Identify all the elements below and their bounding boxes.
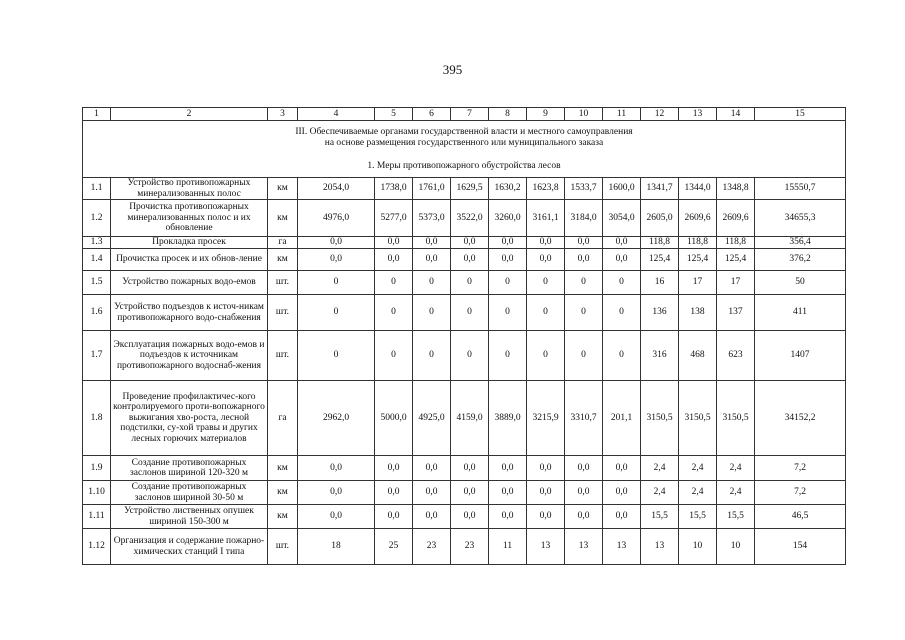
value-col-7: 0 — [451, 295, 489, 331]
table-row — [83, 456, 846, 481]
value-col-10: 0,0 — [565, 456, 603, 481]
value-col-12: 15,5 — [641, 505, 679, 529]
row-number: 1.10 — [83, 481, 111, 505]
section-line-1: III. Обеспечиваемые органами государственной власти и местного самоуправления — [295, 126, 633, 137]
value-col-9: 0 — [527, 331, 565, 381]
total: 50 — [755, 271, 846, 295]
value-col-9: 0,0 — [527, 249, 565, 271]
value-col-14: 2,4 — [717, 481, 755, 505]
unit: км — [268, 505, 298, 529]
value-col-11: 0,0 — [603, 505, 641, 529]
value-col-5: 0,0 — [375, 505, 413, 529]
value-col-5: 1738,0 — [375, 178, 413, 200]
total: 376,2 — [755, 249, 846, 271]
page-number: 395 — [442, 62, 463, 77]
header-col-8: 8 — [489, 108, 527, 121]
value-col-12: 13 — [641, 529, 679, 565]
value-col-11: 0 — [603, 331, 641, 381]
value-col-13: 138 — [679, 295, 717, 331]
value-col-14: 1348,8 — [717, 178, 755, 200]
value-col-10: 0,0 — [565, 505, 603, 529]
value-col-10: 3310,7 — [565, 381, 603, 456]
value-col-4: 18 — [298, 529, 375, 565]
unit: шт. — [268, 271, 298, 295]
value-col-9: 0,0 — [527, 456, 565, 481]
value-col-4: 2962,0 — [298, 381, 375, 456]
value-col-14: 125,4 — [717, 249, 755, 271]
value-col-8: 0 — [489, 331, 527, 381]
value-col-4: 0 — [298, 295, 375, 331]
unit: га — [268, 237, 298, 249]
table-row — [83, 200, 846, 237]
value-col-10: 3184,0 — [565, 200, 603, 237]
value-col-7: 0 — [451, 271, 489, 295]
table-row — [83, 331, 846, 381]
value-col-5: 0,0 — [375, 237, 413, 249]
value-col-12: 316 — [641, 331, 679, 381]
table-row — [83, 505, 846, 529]
measure-name: Прочистка противопожарных минерализованных полос и их обновление — [111, 200, 268, 237]
header-col-1: 1 — [83, 108, 111, 121]
row-number: 1.2 — [83, 200, 111, 237]
value-col-8: 11 — [489, 529, 527, 565]
value-col-4: 2054,0 — [298, 178, 375, 200]
value-col-4: 0,0 — [298, 481, 375, 505]
row-number: 1.4 — [83, 249, 111, 271]
row-number: 1.11 — [83, 505, 111, 529]
value-col-10: 0 — [565, 331, 603, 381]
value-col-5: 25 — [375, 529, 413, 565]
value-col-14: 15,5 — [717, 505, 755, 529]
subsection-title: 1. Меры противопожарного обустройства лесов — [367, 160, 561, 171]
value-col-4: 0,0 — [298, 249, 375, 271]
value-col-6: 0,0 — [413, 456, 451, 481]
value-col-9: 13 — [527, 529, 565, 565]
header-col-13: 13 — [679, 108, 717, 121]
section-line-2: на основе размещения государственного или муниципального заказа — [324, 137, 604, 148]
value-col-10: 0,0 — [565, 481, 603, 505]
value-col-5: 0,0 — [375, 456, 413, 481]
value-col-14: 10 — [717, 529, 755, 565]
value-col-4: 4976,0 — [298, 200, 375, 237]
value-col-11: 201,1 — [603, 381, 641, 456]
value-col-14: 137 — [717, 295, 755, 331]
value-col-9: 3161,1 — [527, 200, 565, 237]
value-col-8: 3260,0 — [489, 200, 527, 237]
value-col-6: 1761,0 — [413, 178, 451, 200]
value-col-5: 0,0 — [375, 249, 413, 271]
value-col-4: 0,0 — [298, 237, 375, 249]
header-col-2: 2 — [111, 108, 268, 121]
measure-name: Организация и содержание пожарно-химических станций I типа — [111, 529, 268, 565]
measure-name: Создание противопожарных заслонов шириной 120-320 м — [111, 456, 268, 481]
measure-name: Устройство пожарных водо-емов — [111, 271, 268, 295]
row-number: 1.3 — [83, 237, 111, 249]
header-col-6: 6 — [413, 108, 451, 121]
measure-name: Эксплуатация пожарных водо-емов и подъездов к источникам противопожарного водоснаб-жения — [111, 331, 268, 381]
value-col-7: 1629,5 — [451, 178, 489, 200]
table-row — [83, 237, 846, 249]
value-col-14: 623 — [717, 331, 755, 381]
value-col-8: 3889,0 — [489, 381, 527, 456]
section-title — [83, 121, 846, 178]
value-col-14: 118,8 — [717, 237, 755, 249]
value-col-8: 0 — [489, 295, 527, 331]
total: 7,2 — [755, 481, 846, 505]
value-col-10: 0,0 — [565, 249, 603, 271]
measure-name: Устройство противопожарных минерализованных полос — [111, 178, 268, 200]
value-col-8: 0,0 — [489, 481, 527, 505]
unit: га — [268, 381, 298, 456]
value-col-13: 3150,5 — [679, 381, 717, 456]
value-col-8: 0,0 — [489, 456, 527, 481]
unit: км — [268, 456, 298, 481]
measure-name: Прокладка просек — [111, 237, 268, 249]
row-number: 1.5 — [83, 271, 111, 295]
value-col-9: 0,0 — [527, 237, 565, 249]
value-col-7: 3522,0 — [451, 200, 489, 237]
header-col-10: 10 — [565, 108, 603, 121]
value-col-4: 0,0 — [298, 456, 375, 481]
value-col-7: 0,0 — [451, 481, 489, 505]
value-col-7: 23 — [451, 529, 489, 565]
total: 411 — [755, 295, 846, 331]
value-col-11: 0 — [603, 295, 641, 331]
table-row — [83, 529, 846, 565]
value-col-11: 0,0 — [603, 481, 641, 505]
value-col-8: 0,0 — [489, 249, 527, 271]
value-col-11: 0,0 — [603, 249, 641, 271]
value-col-12: 16 — [641, 271, 679, 295]
value-col-13: 125,4 — [679, 249, 717, 271]
value-col-5: 0 — [375, 271, 413, 295]
value-col-6: 0 — [413, 295, 451, 331]
value-col-12: 2,4 — [641, 456, 679, 481]
unit: шт. — [268, 529, 298, 565]
row-number: 1.12 — [83, 529, 111, 565]
value-col-6: 0 — [413, 331, 451, 381]
row-number: 1.9 — [83, 456, 111, 481]
value-col-5: 0 — [375, 295, 413, 331]
value-col-9: 0 — [527, 271, 565, 295]
value-col-12: 118,8 — [641, 237, 679, 249]
value-col-10: 1533,7 — [565, 178, 603, 200]
value-col-6: 0,0 — [413, 505, 451, 529]
row-number: 1.7 — [83, 331, 111, 381]
measure-name: Устройство подъездов к источ-никам противопожарного водо-снабжения — [111, 295, 268, 331]
value-col-11: 0 — [603, 271, 641, 295]
unit: шт. — [268, 295, 298, 331]
value-col-10: 0 — [565, 295, 603, 331]
value-col-9: 1623,8 — [527, 178, 565, 200]
value-col-13: 1344,0 — [679, 178, 717, 200]
table-row — [83, 481, 846, 505]
fire-safety-measures-table — [82, 107, 846, 565]
measure-name: Устройство лиственных опушек шириной 150-300 м — [111, 505, 268, 529]
value-col-7: 0,0 — [451, 456, 489, 481]
value-col-7: 0 — [451, 331, 489, 381]
header-col-9: 9 — [527, 108, 565, 121]
value-col-8: 0 — [489, 271, 527, 295]
value-col-7: 0,0 — [451, 237, 489, 249]
value-col-11: 0,0 — [603, 456, 641, 481]
measure-name: Проведение профилактичес-кого контролируемого проти-вопожарного выжигания хво-роста, лесной подстилки, су-хой травы и других лесных горючих материалов — [111, 381, 268, 456]
unit: км — [268, 200, 298, 237]
header-col-12: 12 — [641, 108, 679, 121]
unit: км — [268, 178, 298, 200]
header-col-11: 11 — [603, 108, 641, 121]
total: 15550,7 — [755, 178, 846, 200]
header-col-5: 5 — [375, 108, 413, 121]
table-row — [83, 295, 846, 331]
value-col-6: 0,0 — [413, 481, 451, 505]
value-col-14: 3150,5 — [717, 381, 755, 456]
total: 46,5 — [755, 505, 846, 529]
value-col-12: 3150,5 — [641, 381, 679, 456]
value-col-12: 136 — [641, 295, 679, 331]
total: 7,2 — [755, 456, 846, 481]
value-col-8: 0,0 — [489, 237, 527, 249]
row-number: 1.6 — [83, 295, 111, 331]
total: 34655,3 — [755, 200, 846, 237]
unit: км — [268, 481, 298, 505]
value-col-14: 17 — [717, 271, 755, 295]
value-col-5: 0,0 — [375, 481, 413, 505]
table-row — [83, 178, 846, 200]
value-col-12: 1341,7 — [641, 178, 679, 200]
row-number: 1.1 — [83, 178, 111, 200]
total: 34152,2 — [755, 381, 846, 456]
value-col-14: 2,4 — [717, 456, 755, 481]
value-col-13: 17 — [679, 271, 717, 295]
value-col-12: 125,4 — [641, 249, 679, 271]
value-col-6: 4925,0 — [413, 381, 451, 456]
value-col-10: 0 — [565, 271, 603, 295]
header-col-15: 15 — [755, 108, 846, 121]
value-col-6: 0 — [413, 271, 451, 295]
value-col-12: 2605,0 — [641, 200, 679, 237]
unit: шт. — [268, 331, 298, 381]
value-col-13: 2,4 — [679, 456, 717, 481]
header-col-4: 4 — [298, 108, 375, 121]
total: 1407 — [755, 331, 846, 381]
value-col-11: 0,0 — [603, 237, 641, 249]
value-col-13: 2,4 — [679, 481, 717, 505]
value-col-4: 0 — [298, 331, 375, 381]
table-row — [83, 249, 846, 271]
value-col-8: 0,0 — [489, 505, 527, 529]
value-col-6: 5373,0 — [413, 200, 451, 237]
value-col-6: 0,0 — [413, 237, 451, 249]
value-col-7: 4159,0 — [451, 381, 489, 456]
value-col-7: 0,0 — [451, 505, 489, 529]
unit: км — [268, 249, 298, 271]
value-col-11: 1600,0 — [603, 178, 641, 200]
total: 356,4 — [755, 237, 846, 249]
header-col-3: 3 — [268, 108, 298, 121]
value-col-8: 1630,2 — [489, 178, 527, 200]
value-col-13: 468 — [679, 331, 717, 381]
value-col-9: 0,0 — [527, 505, 565, 529]
value-col-13: 15,5 — [679, 505, 717, 529]
value-col-13: 118,8 — [679, 237, 717, 249]
total: 154 — [755, 529, 846, 565]
value-col-7: 0,0 — [451, 249, 489, 271]
section-row — [83, 121, 846, 178]
value-col-9: 0,0 — [527, 481, 565, 505]
row-number: 1.8 — [83, 381, 111, 456]
value-col-5: 5277,0 — [375, 200, 413, 237]
header-row — [83, 108, 846, 121]
value-col-10: 0,0 — [565, 237, 603, 249]
value-col-6: 23 — [413, 529, 451, 565]
value-col-13: 10 — [679, 529, 717, 565]
value-col-12: 2,4 — [641, 481, 679, 505]
header-col-14: 14 — [717, 108, 755, 121]
table-row — [83, 271, 846, 295]
measure-name: Прочистка просек и их обнов-ление — [111, 249, 268, 271]
value-col-4: 0 — [298, 271, 375, 295]
value-col-14: 2609,6 — [717, 200, 755, 237]
value-col-4: 0,0 — [298, 505, 375, 529]
value-col-5: 0 — [375, 331, 413, 381]
value-col-10: 13 — [565, 529, 603, 565]
value-col-6: 0,0 — [413, 249, 451, 271]
header-col-7: 7 — [451, 108, 489, 121]
value-col-5: 5000,0 — [375, 381, 413, 456]
value-col-9: 0 — [527, 295, 565, 331]
value-col-9: 3215,9 — [527, 381, 565, 456]
value-col-11: 3054,0 — [603, 200, 641, 237]
value-col-11: 13 — [603, 529, 641, 565]
table-row — [83, 381, 846, 456]
measure-name: Создание противопожарных заслонов шириной 30-50 м — [111, 481, 268, 505]
value-col-13: 2609,6 — [679, 200, 717, 237]
